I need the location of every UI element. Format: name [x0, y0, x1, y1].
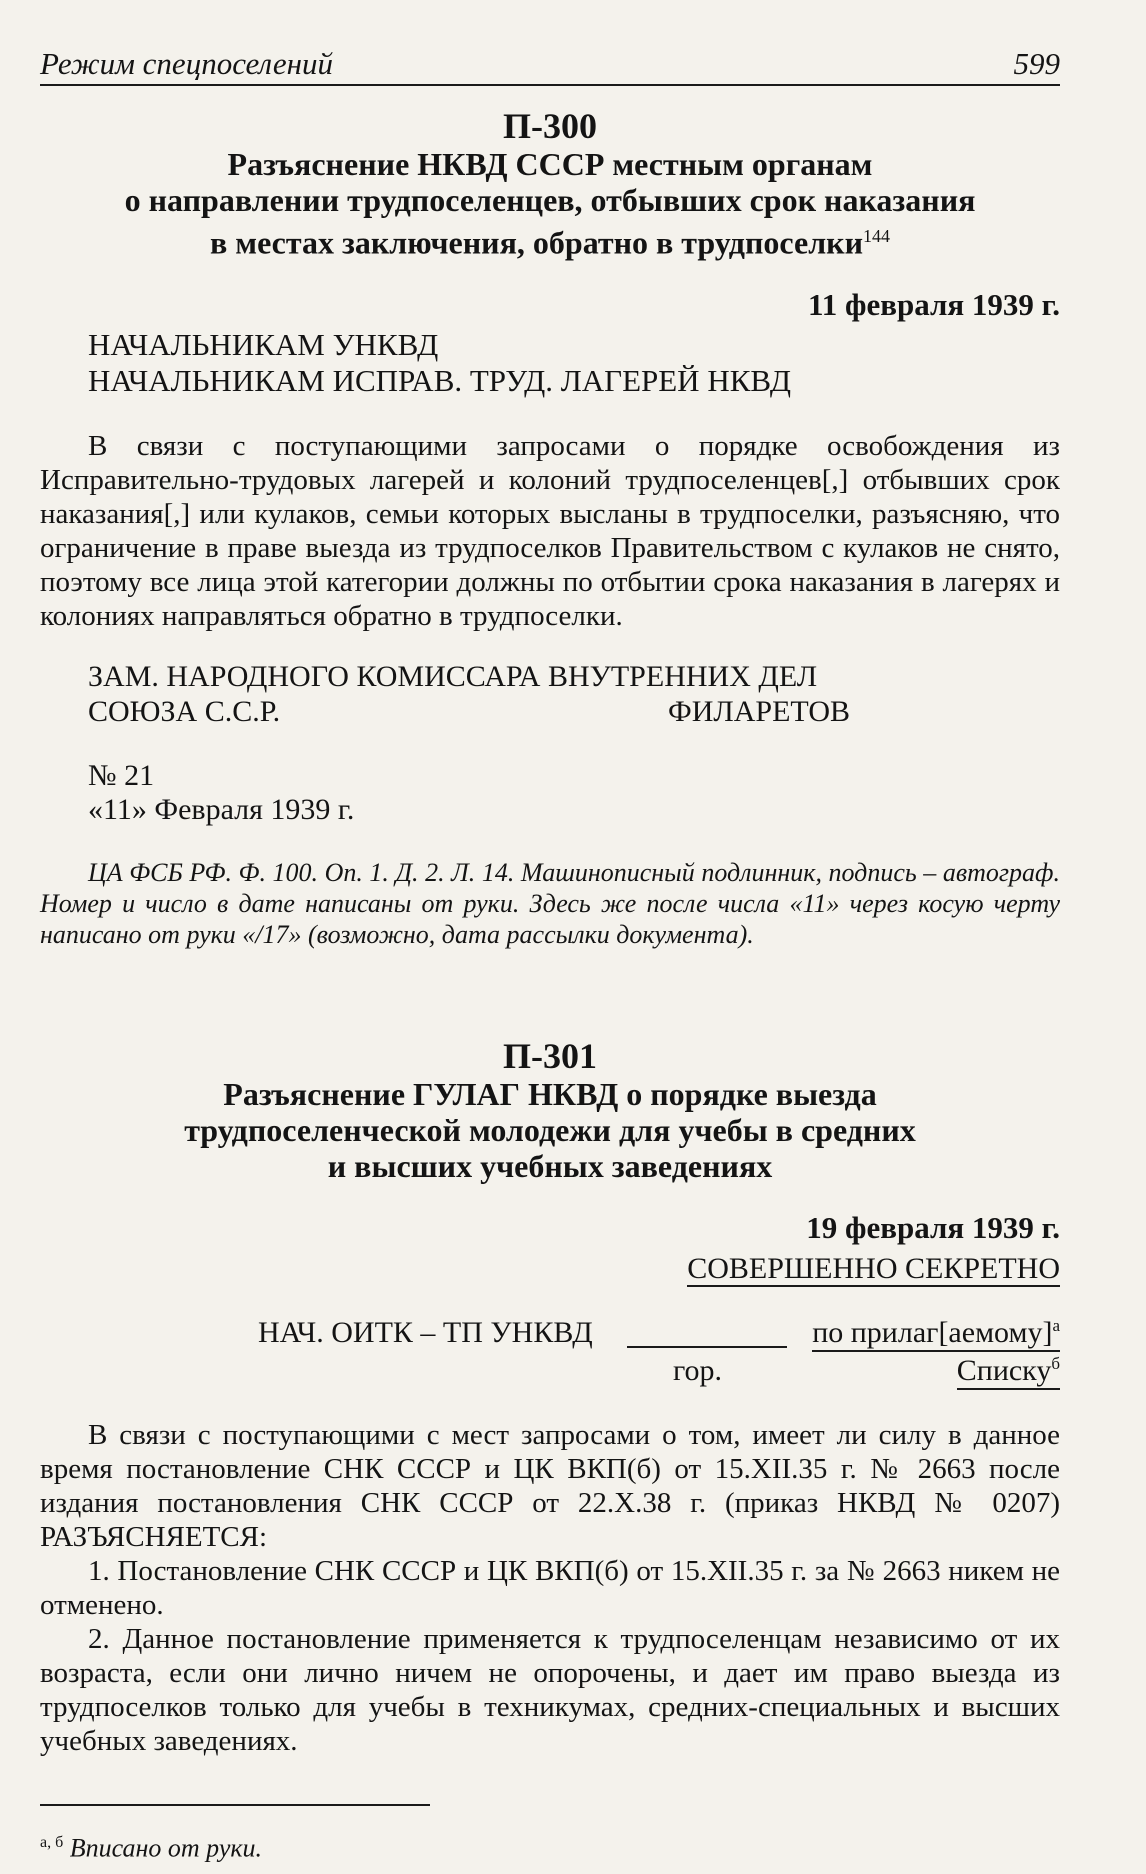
running-head-title: Режим спецпоселений: [40, 46, 333, 81]
recipient-right-line2: [957, 1354, 1060, 1390]
footnote-mark[interactable]: б: [1051, 1353, 1060, 1373]
signature-line: ЗАМ. НАРОДНОГО КОМИССАРА ВНУТРЕННИХ ДЕЛ: [88, 659, 818, 693]
recipient-right-line2-city: гор.: [673, 1353, 723, 1387]
doc300-number: П-300: [503, 106, 597, 146]
doc300-address: [88, 327, 1060, 399]
recipient-right-line2-text: Списку: [956, 1353, 1052, 1387]
doc300-doc-no: № 21: [88, 758, 155, 792]
address-line: НАЧАЛЬНИКАМ ИСПРАВ. ТРУД. ЛАГЕРЕЙ НКВД: [88, 362, 792, 398]
doc301-date: 19 февраля 1939 г.: [806, 1209, 1060, 1245]
footnote: [40, 1828, 1060, 1864]
recipient-right-line1: [812, 1316, 1060, 1352]
recipient-right-line1-text: по прилаг[аемому]: [812, 1315, 1053, 1349]
doc301-recipient: [40, 1316, 1060, 1396]
recipient-blank-line: [627, 1346, 787, 1348]
doc300-body-text: В связи с поступающими запросами о порядке освобождения из Исправительно-трудовых лагерей и колоний трудпоселенцев[,] отбывших срок наказания[,] или кулаков, семьи которых высланы в трудпоселки, разъясняю, что ограничение в праве выезда из трудпоселков Правительством с кулаков не снято, поэтому все лица этой категории должны по отбытии срока наказания в лагерях и колониях направляться обратно в трудпоселки.: [40, 429, 1060, 632]
doc300-title-line: о направлении трудпоселенцев, отбывших срок наказания: [124, 182, 976, 218]
running-head: [40, 40, 1060, 86]
doc301-classification: [40, 1252, 1060, 1286]
signature-org: СОЮЗА С.С.Р.: [88, 694, 281, 728]
footnote-ref[interactable]: 144: [863, 226, 891, 246]
doc300-date: 11 февраля 1939 г.: [808, 286, 1060, 322]
footnote-mark[interactable]: а: [1052, 1315, 1060, 1335]
doc301-title-line: и высших учебных заведениях: [327, 1147, 773, 1184]
doc300-title-line: [40, 218, 1060, 261]
doc301-body: [40, 1418, 1060, 1758]
signature-line: [88, 694, 1060, 729]
classification-label: СОВЕРШЕННО СЕКРЕТНО: [687, 1251, 1060, 1285]
doc300-doc-date: «11» Февраля 1939 г.: [88, 792, 355, 826]
page-number: 599: [1013, 46, 1060, 81]
footnote-marks: а, б: [40, 1833, 64, 1851]
recipient-left: НАЧ. ОИТК – ТП УНКВД: [258, 1315, 593, 1349]
doc300-body: [40, 429, 1060, 633]
doc300-signature: [88, 659, 1060, 729]
signature-name: ФИЛАРЕТОВ: [668, 694, 850, 728]
doc301-title-line: Разъяснение ГУЛАГ НКВД о порядке выезда: [223, 1075, 877, 1112]
doc300-title-line: Разъяснение НКВД СССР местным органам: [227, 146, 873, 182]
doc300-archive-note: ЦА ФСБ РФ. Ф. 100. Оп. 1. Д. 2. Л. 14. Машинописный подлинник, подпись – автограф. Номер и число в дате написаны от руки. Здесь же после числа «11» через косую черту написано от руки «/17» (возможно, дата рассылки документа).: [40, 857, 1060, 949]
doc300-number-date: [88, 759, 1060, 827]
doc301-title: [40, 1076, 1060, 1184]
doc301-paragraph: В связи с поступающими с мест запросами о том, имеет ли силу в данное время постановление СНК СССР и ЦК ВКП(б) от 15.XII.35 г. № 2663 после издания постановления СНК СССР от 22.X.38 г. (приказ НКВД № 0207) РАЗЪЯСНЯЕТСЯ:: [40, 1418, 1060, 1553]
doc300-title-line-text: в местах заключения, обратно в трудпоселки: [209, 224, 864, 261]
footnote-divider: [40, 1804, 430, 1806]
doc300-title: [40, 146, 1060, 261]
doc301-title-line: трудпоселенческой молодежи для учебы в средних: [184, 1111, 916, 1148]
doc301-paragraph: 1. Постановление СНК СССР и ЦК ВКП(б) от 15.XII.35 г. за № 2663 никем не отменено.: [40, 1554, 1060, 1621]
address-line: НАЧАЛЬНИКАМ УНКВД: [88, 326, 439, 362]
footnote-text: Вписано от руки.: [69, 1833, 263, 1863]
document-page: [40, 40, 1060, 1863]
doc301-number: П-301: [503, 1035, 597, 1076]
doc301-paragraph: 2. Данное постановление применяется к трудпоселенцам независимо от их возраста, если они лично ничем не опорочены, и дает им право выезда из трудпоселков только для учебы в техникумах, средних-специальных и высших учебных заведениях.: [40, 1622, 1060, 1757]
